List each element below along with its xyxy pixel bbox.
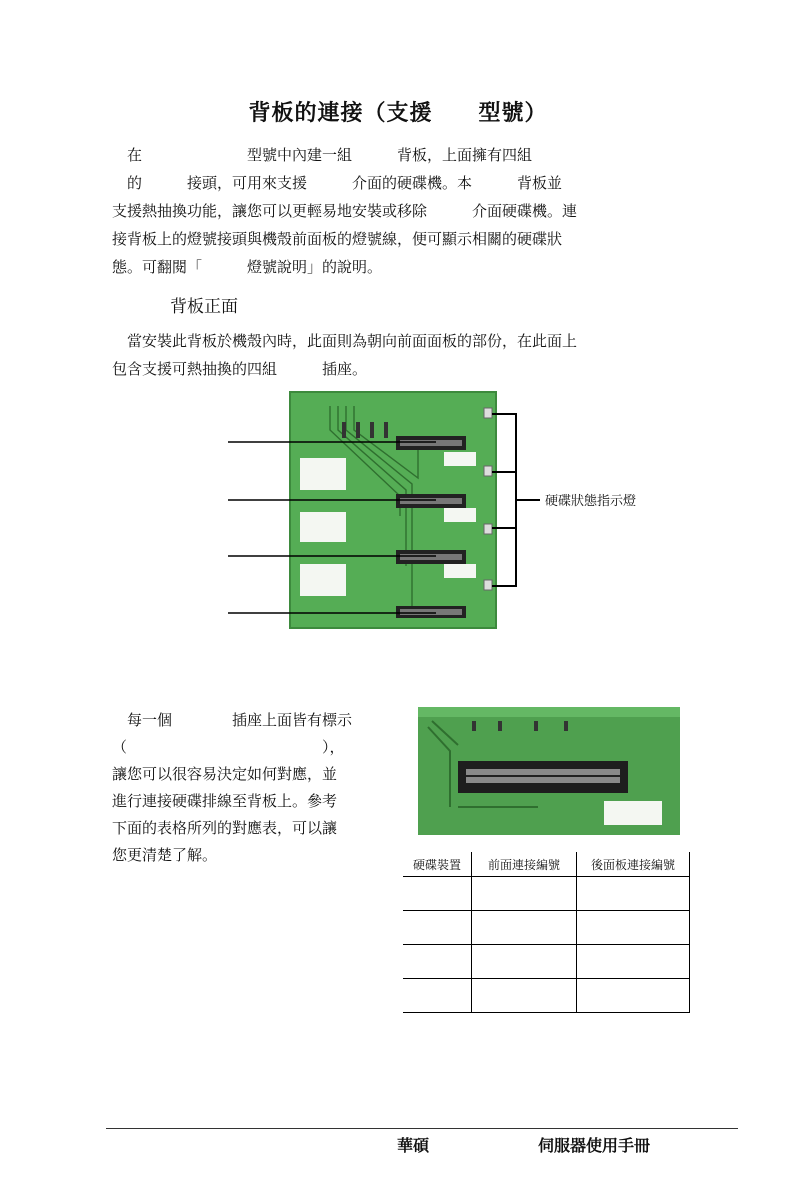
table-cell <box>577 979 690 1013</box>
intro-paragraph <box>112 141 686 281</box>
table-header-row <box>403 852 690 877</box>
detail-line: 進行連接硬碟排線至背板上。參考 <box>112 792 338 810</box>
table-cell <box>472 945 577 979</box>
detail-line: 每一個 插座上面皆有標示 <box>112 711 353 729</box>
table-row <box>403 877 690 911</box>
footer-manual-title: 伺服器使用手冊 <box>538 1136 651 1155</box>
table-cell <box>577 911 690 945</box>
led-label: 硬碟狀態指示燈 <box>545 494 637 509</box>
table-row <box>403 979 690 1013</box>
intro-line: 的 接頭，可用來支援 介面的硬碟機。本 背板並 <box>112 174 563 192</box>
table-cell <box>577 945 690 979</box>
section-paragraph <box>112 327 686 383</box>
backplane-figure <box>220 386 660 636</box>
connector-mapping-table <box>403 852 690 1013</box>
table-cell <box>403 911 472 945</box>
page-title: 背板的連接（支援 型號） <box>248 101 548 126</box>
table-cell <box>403 979 472 1013</box>
intro-line: 支援熱抽換功能，讓您可以更輕易地安裝或移除 介面硬碟機。連 <box>112 202 578 220</box>
footer-brand: 華碩 <box>397 1136 430 1155</box>
detail-line: 下面的表格所列的對應表，可以讓 <box>112 819 338 837</box>
detail-line: （ ）， <box>112 738 345 756</box>
table-cell <box>577 877 690 911</box>
table-row <box>403 945 690 979</box>
led-bracket <box>492 414 540 586</box>
table-cell <box>472 979 577 1013</box>
detail-line: 您更清楚了解。 <box>112 846 218 864</box>
table-cell <box>403 945 472 979</box>
intro-line: 接背板上的燈號接頭與機殼前面板的燈號線，便可顯示相關的硬碟狀 <box>112 230 563 248</box>
table-header-device: 硬碟裝置 <box>403 852 472 877</box>
intro-line: 在 型號中內建一組 背板，上面擁有四組 <box>112 146 533 164</box>
section-heading: 背板正面 <box>170 297 238 317</box>
connector-closeup-image <box>418 707 680 835</box>
table-header-front: 前面連接編號 <box>472 852 577 877</box>
backplane-board-image <box>290 392 496 628</box>
table-cell <box>472 877 577 911</box>
table-row <box>403 911 690 945</box>
intro-line: 態。可翻閱「 燈號說明」的說明。 <box>112 258 383 276</box>
section-line: 當安裝此背板於機殼內時，此面則為朝向前面面板的部份，在此面上 <box>112 332 578 350</box>
footer-divider <box>106 1128 738 1129</box>
detail-line: 讓您可以很容易決定如何對應，並 <box>112 765 338 783</box>
table-cell <box>472 911 577 945</box>
detail-paragraph <box>112 707 408 869</box>
table-header-rear: 後面板連接編號 <box>577 852 690 877</box>
table-cell <box>403 877 472 911</box>
section-line: 包含支援可熱抽換的四組 插座。 <box>112 360 368 378</box>
